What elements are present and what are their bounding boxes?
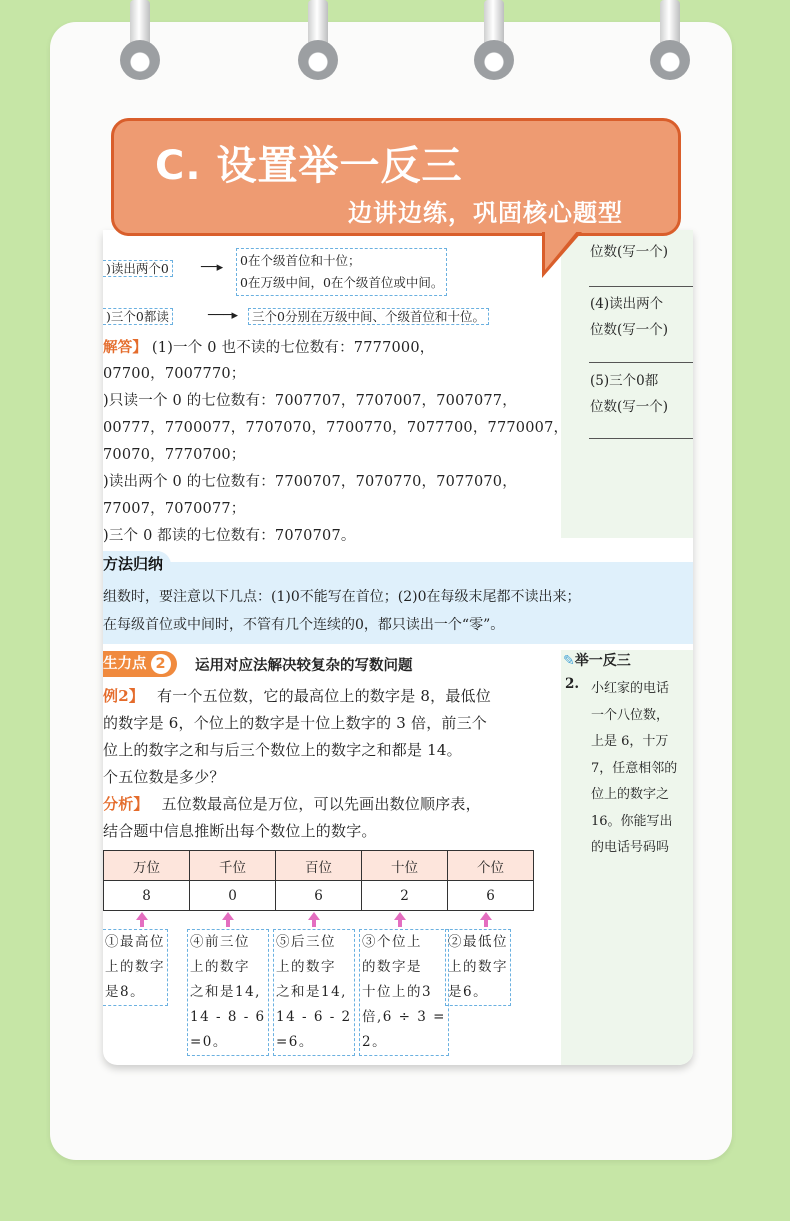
note-1-box-line2: 0在万级中间，0在个级首位或中间。 bbox=[240, 275, 444, 290]
answer-line-7: 77007，7070077； bbox=[103, 501, 246, 517]
example-label: 例2】 bbox=[103, 687, 145, 705]
example-line-1 bbox=[103, 683, 491, 710]
explain-box-1: ①最高位 上的数字 是8。 bbox=[103, 929, 168, 1006]
practice-line: 上是 6，十万 bbox=[591, 734, 669, 749]
analysis-label: 分析】 bbox=[103, 795, 149, 813]
method-line-2: 在每级首位或中间时，不管有几个连续的0，都只读出一个“零”。 bbox=[103, 617, 505, 633]
example-line-2: 的数字是 6，个位上的数字是十位上数字的 3 倍，前三个 bbox=[103, 714, 487, 732]
analysis-line-2: 结合题中信息推断出每个数位上的数字。 bbox=[103, 822, 377, 840]
answer-line-5: 70070，7770700； bbox=[103, 447, 246, 463]
practice-line: 位上的数字之 bbox=[591, 787, 670, 802]
table-cell: 6 bbox=[276, 881, 362, 911]
binder-ring-icon bbox=[648, 0, 692, 84]
example-text: 有一个五位数，它的最高位上的数字是 8，最低位 bbox=[157, 687, 491, 705]
example-line-3: 位上的数字之和与后三个数位上的数字之和都是 14。 bbox=[103, 741, 462, 759]
practice-line: 的电话号码吗 bbox=[591, 840, 670, 855]
side-q5-line1: (5)三个0都 bbox=[590, 373, 659, 389]
arrow-right-icon: ───▸ bbox=[208, 308, 239, 323]
book-page bbox=[103, 230, 693, 1065]
side-q5-line2: 位数(写一个) bbox=[590, 399, 669, 415]
side-q4-line2: 位数(写一个) bbox=[590, 322, 669, 338]
pencil-icon: ✎ bbox=[563, 653, 575, 669]
keypoint-number: 2 bbox=[151, 654, 171, 674]
answer-line bbox=[589, 286, 693, 287]
table-header: 个位 bbox=[448, 851, 534, 881]
banner-tail-fill bbox=[545, 230, 578, 270]
keypoint-prefix: 生力点 bbox=[103, 656, 147, 672]
analysis-line-1 bbox=[103, 791, 481, 818]
answer-line-2: 07700，7007770； bbox=[103, 366, 246, 382]
explain-box-4: ③个位上 的数字是 十位上的3 倍,6 ÷ 3 = 2。 bbox=[359, 929, 449, 1056]
practice-q-num: 2. bbox=[565, 676, 580, 692]
banner-title: C. 设置举一反三 bbox=[155, 143, 463, 189]
arrow-right-icon: ──▸ bbox=[201, 260, 224, 275]
table-header: 千位 bbox=[190, 851, 276, 881]
side-q4-line1: (4)读出两个 bbox=[590, 296, 664, 312]
method-title: 方法归纳 bbox=[103, 551, 171, 577]
side-q3-tail: 位数(写一个) bbox=[590, 244, 669, 260]
practice-line: 16。你能写出 bbox=[591, 813, 673, 829]
note-1-box bbox=[236, 248, 447, 296]
practice-line: 一个八位数， bbox=[591, 707, 670, 723]
answer-line bbox=[589, 438, 693, 439]
note-2-box: 三个0分别在万级中间、个级首位和十位。 bbox=[248, 308, 489, 326]
example-line-4: 个五位数是多少？ bbox=[103, 768, 225, 786]
table-header: 万位 bbox=[104, 851, 190, 881]
method-line-1: 组数时，要注意以下几点：(1)0不能写在首位；(2)0在每级末尾都不读出来； bbox=[103, 589, 581, 605]
table-cell: 2 bbox=[362, 881, 448, 911]
banner-subtitle: 边讲边练，巩固核心题型 bbox=[348, 199, 623, 227]
note-1-label: )读出两个0 bbox=[103, 260, 173, 278]
answer-line bbox=[589, 362, 693, 363]
answer-text: (1)一个 0 也不读的七位数有：7777000， bbox=[151, 340, 435, 356]
table-cell: 8 bbox=[104, 881, 190, 911]
answer-label: 解答】 bbox=[103, 339, 148, 356]
binder-ring-icon bbox=[472, 0, 516, 84]
table-cell: 6 bbox=[448, 881, 534, 911]
answer-line-8: )三个 0 都读的七位数有：7070707。 bbox=[103, 528, 356, 544]
practice-question bbox=[591, 676, 677, 862]
practice-line: 小红家的电话 bbox=[591, 681, 670, 696]
note-2-label: )三个0都读 bbox=[103, 308, 173, 326]
table-cell: 0 bbox=[190, 881, 276, 911]
practice-line: 7，任意相邻的 bbox=[591, 760, 678, 776]
analysis-text: 五位数最高位是万位，可以先画出数位顺序表， bbox=[161, 795, 481, 813]
binder-ring-icon bbox=[118, 0, 162, 84]
keypoint-badge bbox=[103, 651, 177, 677]
note-1-box-line1: 0在个级首位和十位； bbox=[240, 253, 361, 268]
binder-ring-icon bbox=[296, 0, 340, 84]
explain-box-2: ④前三位 上的数字 之和是14, 14 - 8 - 6 =0。 bbox=[187, 929, 269, 1056]
explain-box-5: ②最低位 上的数字 是6。 bbox=[445, 929, 511, 1006]
keypoint-title: 运用对应法解决较复杂的写数问题 bbox=[195, 658, 413, 674]
answer-line-6: )读出两个 0 的七位数有：7700707，7070770，7077070， bbox=[103, 474, 517, 490]
answer-line-3: )只读一个 0 的七位数有：7007707，7707007，7007077， bbox=[103, 393, 517, 409]
explain-box-3: ⑤后三位 上的数字 之和是14, 14 - 6 - 2 =6。 bbox=[273, 929, 355, 1056]
table-header: 十位 bbox=[362, 851, 448, 881]
answer-line-1 bbox=[103, 334, 434, 361]
table-header: 百位 bbox=[276, 851, 362, 881]
answer-line-4: 00777，7700077，7707070，7700770，7077700，7770007， bbox=[103, 420, 569, 436]
place-value-table bbox=[103, 850, 534, 911]
practice-title: ✎举一反三 bbox=[563, 653, 631, 669]
